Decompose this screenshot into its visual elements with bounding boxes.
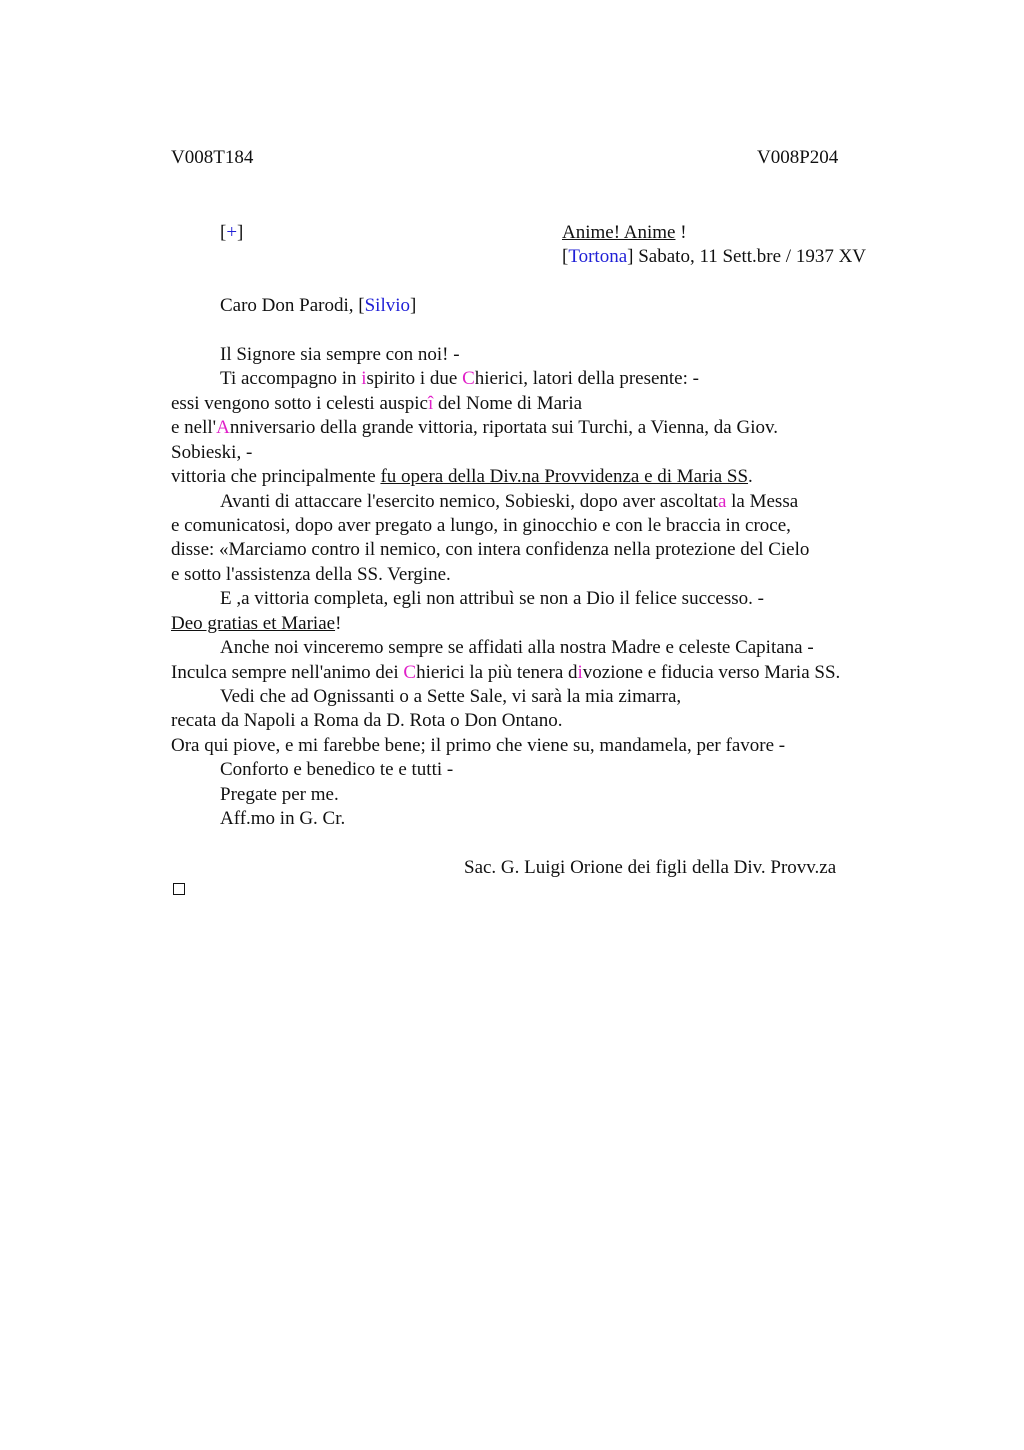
cross-mark: [+] [220,222,244,243]
salutation: Caro Don Parodi, [Silvio] [220,295,417,316]
cross-symbol: + [226,222,238,243]
body-line-10: e sotto l'assistenza della SS. Vergine. [171,564,451,585]
body-line-13: Anche noi vinceremo sempre se affidati alla nostra Madre e celeste Capitana - [220,637,814,658]
body-line-1: Il Signore sia sempre con noi! - [220,344,460,365]
place-date: [Tortona] Sabato, 11 Sett.bre / 1937 XV [562,246,867,267]
body-line-11: E ,a vittoria completa, egli non attribuì se non a Dio il felice successo. - [220,588,764,609]
body-line-5: Sobieski, - [171,442,253,463]
body-line-17: Ora qui piove, e mi farebbe bene; il primo che viene su, mandamela, per favore - [171,735,786,756]
body-line-16: recata da Napoli a Roma da D. Rota o Don Ontano. [171,710,563,731]
body-line-7: Avanti di attaccare l'esercito nemico, Sobieski, dopo aver ascoltata la Messa [220,491,799,512]
body-line-14: Inculca sempre nell'animo dei Chierici la più tenera divozione e fiducia verso Maria SS. [171,662,841,683]
body-line-18: Conforto e benedico te e tutti - [220,759,454,780]
body-line-3: essi vengono sotto i celesti auspicî del Nome di Maria [171,393,583,414]
place-name: Tortona [568,246,628,267]
recipient-name: Silvio [364,295,410,316]
body-line-15: Vedi che ad Ognissanti o a Sette Sale, vi sarà la mia zimarra, [220,686,682,707]
document-code-right: V008P204 [757,147,839,168]
body-line-4: e nell'Anniversario della grande vittoria, riportata sui Turchi, a Vienna, da Giov. [171,417,778,438]
motto: Anime! Anime ! [562,222,687,243]
document-code-left: V008T184 [171,147,254,168]
body-line-9: disse: «Marciamo contro il nemico, con intera confidenza nella protezione del Cielo [171,539,810,560]
end-mark-box [173,883,185,895]
body-line-20: Aff.mo in G. Cr. [220,808,346,829]
body-line-2: Ti accompagno in ispirito i due Chierici, latori della presente: - [220,368,699,389]
body-line-19: Pregate per me. [220,784,339,805]
body-line-6: vittoria che principalmente fu opera della Div.na Provvidenza e di Maria SS. [171,466,753,487]
body-line-8: e comunicatosi, dopo aver pregato a lungo, in ginocchio e con le braccia in croce, [171,515,791,536]
signature: Sac. G. Luigi Orione dei figli della Div. Provv.za [464,857,837,878]
body-line-12: Deo gratias et Mariae! [171,613,342,634]
